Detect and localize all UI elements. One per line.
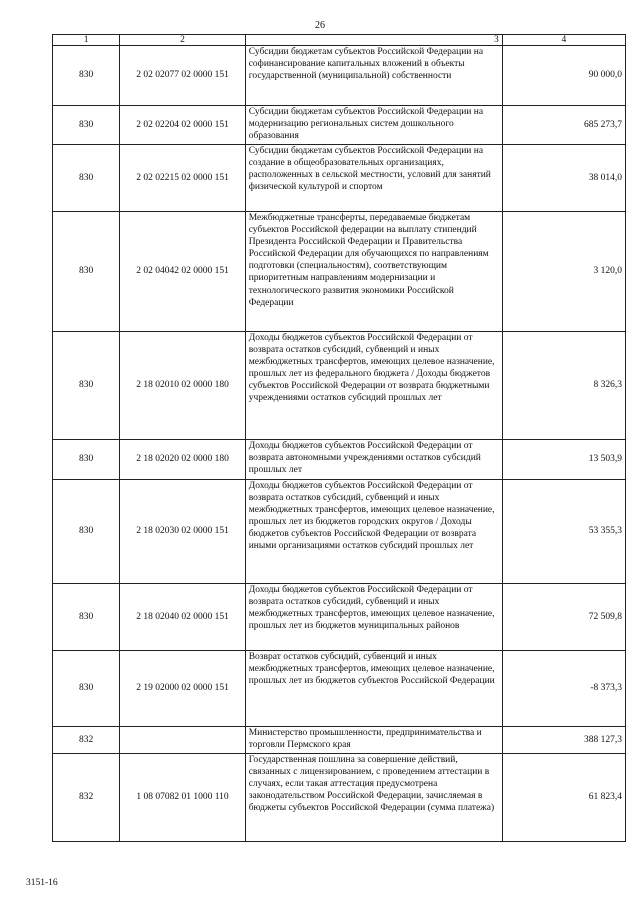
amount-cell: 90 000,0 bbox=[502, 46, 625, 106]
description-cell: Субсидии бюджетам субъектов Российской Федерации на модернизацию региональных систем дошкольного образования bbox=[245, 106, 502, 145]
table-row bbox=[53, 46, 626, 106]
amount-cell: 72 509,8 bbox=[502, 584, 625, 651]
table-row bbox=[53, 480, 626, 584]
table-row bbox=[53, 145, 626, 212]
admin-code-cell: 830 bbox=[53, 106, 120, 145]
table-row bbox=[53, 651, 626, 727]
description-cell: Межбюджетные трансферты, передаваемые бюджетам субъектов Российской федерации на выплату стипендий Президента Российской Федерации и Правительства Российской Федерации для обучающихся по направлениям подготовки (специальностям), соответствующим приоритетным направлениям модернизации и технологического развития экономики Российской Федерации bbox=[245, 212, 502, 332]
table-row bbox=[53, 212, 626, 332]
amount-cell: -8 373,3 bbox=[502, 651, 625, 727]
budget-code-cell: 2 02 02077 02 0000 151 bbox=[120, 46, 245, 106]
description-cell: Возврат остатков субсидий, субвенций и иных межбюджетных трансфертов, имеющих целевое назначение, прошлых лет из бюджетов субъектов Российской Федерации bbox=[245, 651, 502, 727]
amount-cell: 3 120,0 bbox=[502, 212, 625, 332]
table-row bbox=[53, 106, 626, 145]
column-header-4: 4 bbox=[502, 35, 625, 46]
description-cell: Доходы бюджетов субъектов Российской Федерации от возврата остатков субсидий, субвенций и иных межбюджетных трансфертов, имеющих целевое назначение, прошлых лет из федерального бюджета / Доходы бюджетов субъектов Российской Федерации от возврата бюджетными учреждениями остатков субсидий прошлых лет bbox=[245, 332, 502, 440]
description-cell: Министерство промышленности, предпринимательства и торговли Пермского края bbox=[245, 727, 502, 754]
budget-code-cell: 2 18 02030 02 0000 151 bbox=[120, 480, 245, 584]
description-cell: Субсидии бюджетам субъектов Российской Федерации на создание в общеобразовательных организациях, расположенных в сельской местности, условий для занятий физической культурой и спортом bbox=[245, 145, 502, 212]
table-row bbox=[53, 332, 626, 440]
amount-cell: 13 503,9 bbox=[502, 440, 625, 480]
description-cell: Доходы бюджетов субъектов Российской Федерации от возврата остатков субсидий, субвенций и иных межбюджетных трансфертов, имеющих целевое назначение, прошлых лет из бюджетов городских округов / Доходы бюджетов субъектов Российской Федерации от возврата иными организациями остатков субсидий прошлых лет bbox=[245, 480, 502, 584]
admin-code-cell: 830 bbox=[53, 145, 120, 212]
table-row bbox=[53, 727, 626, 754]
column-header-2: 2 bbox=[120, 35, 245, 46]
budget-code-cell: 2 02 04042 02 0000 151 bbox=[120, 212, 245, 332]
admin-code-cell: 830 bbox=[53, 651, 120, 727]
budget-code-cell: 2 02 02204 02 0000 151 bbox=[120, 106, 245, 145]
admin-code-cell: 830 bbox=[53, 584, 120, 651]
admin-code-cell: 830 bbox=[53, 332, 120, 440]
description-cell: Субсидии бюджетам субъектов Российской Федерации на софинансирование капитальных вложений в объекты государственной (муниципальной) собственности bbox=[245, 46, 502, 106]
description-cell: Доходы бюджетов субъектов Российской Федерации от возврата автономными учреждениями остатков субсидий прошлых лет bbox=[245, 440, 502, 480]
budget-code-cell bbox=[120, 727, 245, 754]
budget-code-cell: 2 19 02000 02 0000 151 bbox=[120, 651, 245, 727]
admin-code-cell: 832 bbox=[53, 754, 120, 842]
budget-table bbox=[52, 34, 626, 842]
table-header-row bbox=[53, 35, 626, 46]
table-row bbox=[53, 440, 626, 480]
page-number: 26 bbox=[315, 20, 325, 31]
amount-cell: 38 014,0 bbox=[502, 145, 625, 212]
budget-code-cell: 2 18 02010 02 0000 180 bbox=[120, 332, 245, 440]
description-cell: Доходы бюджетов субъектов Российской Федерации от возврата остатков субсидий, субвенций и иных межбюджетных трансфертов, имеющих целевое назначение, прошлых лет из бюджетов муниципальных районов bbox=[245, 584, 502, 651]
table-body bbox=[53, 35, 626, 842]
admin-code-cell: 830 bbox=[53, 480, 120, 584]
amount-cell: 53 355,3 bbox=[502, 480, 625, 584]
budget-code-cell: 2 02 02215 02 0000 151 bbox=[120, 145, 245, 212]
budget-code-cell: 1 08 07082 01 1000 110 bbox=[120, 754, 245, 842]
table-row bbox=[53, 584, 626, 651]
column-header-1: 1 bbox=[53, 35, 120, 46]
amount-cell: 8 326,3 bbox=[502, 332, 625, 440]
admin-code-cell: 830 bbox=[53, 212, 120, 332]
admin-code-cell: 830 bbox=[53, 46, 120, 106]
admin-code-cell: 830 bbox=[53, 440, 120, 480]
amount-cell: 685 273,7 bbox=[502, 106, 625, 145]
budget-code-cell: 2 18 02020 02 0000 180 bbox=[120, 440, 245, 480]
column-header-3: 3 bbox=[245, 35, 502, 46]
amount-cell: 388 127,3 bbox=[502, 727, 625, 754]
table-row bbox=[53, 754, 626, 842]
document-code: 3151-16 bbox=[26, 878, 58, 888]
description-cell: Государственная пошлина за совершение действий, связанных с лицензированием, с проведением аттестации в случаях, если такая аттестация предусмотрена законодательством Российской Федерации, зачисляемая в бюджеты субъектов Российской Федерации (сумма платежа) bbox=[245, 754, 502, 842]
budget-code-cell: 2 18 02040 02 0000 151 bbox=[120, 584, 245, 651]
amount-cell: 61 823,4 bbox=[502, 754, 625, 842]
admin-code-cell: 832 bbox=[53, 727, 120, 754]
